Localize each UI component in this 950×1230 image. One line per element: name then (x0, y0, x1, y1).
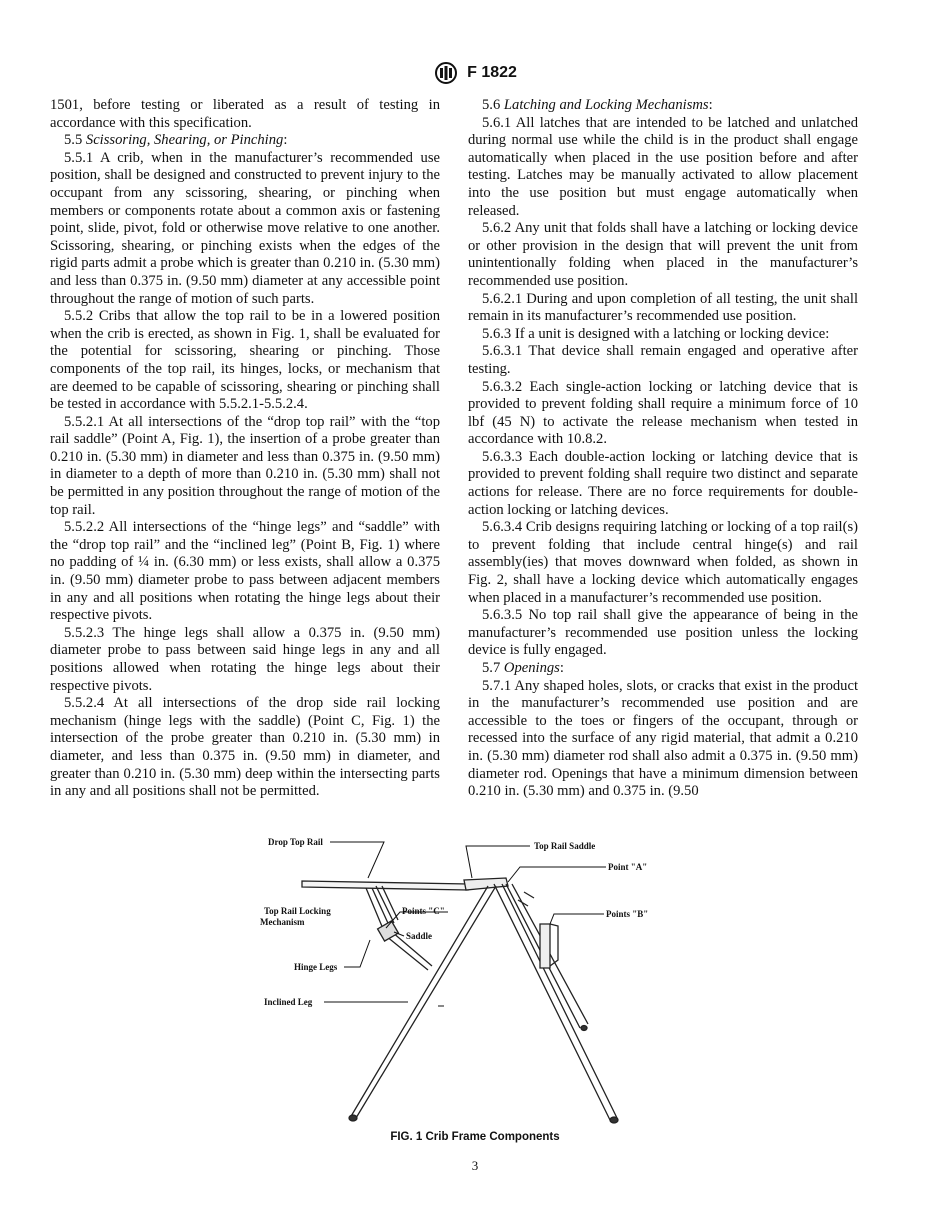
label-top-rail-saddle: Top Rail Saddle (534, 841, 596, 851)
drop-top-rail-shape (302, 881, 468, 890)
paragraph-s5634: 5.6.3.4 Crib designs requiring latching or locking of a top rail(s) to prevent folding that include central hinge(s) and rail assembly(ies) that moves downward when folded, as shown in Fig. 2, shall have a locking device which automatically engages when placed in a manufacturer’s recommended use position. (468, 519, 858, 606)
section-number: 5.7 (482, 660, 501, 676)
label-hinge-legs: Hinge Legs (294, 962, 338, 972)
paragraph-s5621: 5.6.2.1 During and upon completion of all testing, the unit shall remain in its manufacturer’s recommended use position. (468, 290, 858, 325)
label-points-b: Points "B" (606, 909, 649, 919)
section-title: Scissoring, Shearing, or Pinching (85, 132, 284, 149)
section-number: 5.6 (482, 97, 501, 113)
paragraph-cont: 1501, before testing or liberated as a result of testing in accordance with this specification. (50, 97, 440, 131)
label-top-rail-locking-2: Mechanism (260, 917, 305, 927)
standard-designation: F 1822 (467, 64, 517, 81)
paragraph-s551: 5.5.1 A crib, when in the manufacturer’s recommended use position, shall be designed and constructed to prevent injury to the occupant from any scissoring, shearing, or pinching when members or components rotate about a common axis or fastening point, slide, pivot, fold or otherwise move relative to one another. Scissoring, shearing, or pinching exists when the edges of the rigid parts admit a probe which is greater than 0.210 in. (5.30 mm) and less than 0.375 in. (9.50 mm) diameter at any accessible point throughout the range of motion of such parts. (50, 149, 440, 307)
section-title-colon: : (559, 660, 564, 676)
paragraph-s5523: 5.5.2.3 The hinge legs shall allow a 0.375 in. (9.50 mm) diameter probe to pass between said hinge legs in any and all positions allowed when rotating the hinge legs about their respective pivots. (50, 624, 440, 694)
figure-caption: FIG. 1 Crib Frame Components (390, 1131, 560, 1143)
paragraph-s56 (468, 97, 858, 115)
page-number: 3 (471, 1158, 479, 1173)
page-header (0, 62, 950, 84)
label-drop-top-rail: Drop Top Rail (268, 837, 323, 847)
astm-logo-icon (433, 62, 459, 84)
paragraph-s5633: 5.6.3.3 Each double-action locking or latching device that is provided to prevent folding shall require two distinct and separate actions for release. There are no force requirements for double-action locking or latching devices. (468, 448, 858, 518)
paragraph-s5521: 5.5.2.1 At all intersections of the “drop top rail” with the “top rail saddle” (Point A, Fig. 1), the insertion of a probe greater than 0.210 in. (5.30 mm) in diameter and less than 0.375 in. (9.50 mm) in diameter to a depth of more than 0.210 in. (5.30 mm) shall not be permitted in any position throughout the range of motion of the top rail. (50, 413, 440, 518)
label-points-c: Points "C" (402, 906, 445, 916)
paragraph-s5631: 5.6.3.1 That device shall remain engaged and operative after testing. (468, 343, 858, 377)
figure-1-crib-frame (258, 828, 678, 1126)
paragraph-s57 (468, 660, 858, 678)
label-inclined-leg: Inclined Leg (264, 997, 313, 1007)
paragraph-s5524: 5.5.2.4 At all intersections of the drop side rail locking mechanism (hinge legs with the saddle) (Point C, Fig. 1) the intersection of the probe greater than 0.210 in. (5.30 mm) in diameter, and less than 0.375 in. (9.50 mm) in diameter, and greater than 0.210 in. (5.30 mm) deep within the intersecting parts in any and all positions shall not be permitted. (50, 695, 440, 800)
paragraph-s5632: 5.6.3.2 Each single-action locking or latching device that is provided to prevent folding shall require a minimum force of 10 lbf (45 N) to activate the release mechanism when tested in accordance with 10.8.2. (468, 378, 858, 448)
section-title-colon: : (283, 132, 288, 149)
paragraph-s55 (50, 132, 440, 150)
paragraph-s552: 5.5.2 Cribs that allow the top rail to be in a lowered position when the crib is erected, as shown in Fig. 1, shall be evaluated for the potential for scissoring, shearing or pinching. Those components of the top rail, its hinges, locks, or mechanism that are deemed to be capable of scissoring, shearing or pinching shall be tested in accordance with 5.5.2.1-5.5.2.4. (50, 308, 440, 413)
section-number: 5.5 (64, 132, 83, 149)
paragraph-s5635: 5.6.3.5 No top rail shall give the appearance of being in the manufacturer’s recommended use position unless the locking device is fully engaged. (468, 607, 858, 659)
left-column (50, 97, 440, 801)
paragraph-s562: 5.6.2 Any unit that folds shall have a latching or locking device or other provision in the design that will prevent the unit from unintentionally folding when placed in the manufacturer’s recommended use position. (468, 220, 858, 289)
section-title: Openings (503, 660, 560, 676)
section-title-colon: : (708, 97, 713, 113)
paragraph-s571: 5.7.1 Any shaped holes, slots, or cracks that exist in the product in the manufacturer’s recommended use position and are accessible to the toes or fingers of the occupant, through or recessed into the surface of any rigid material, that admit a 0.210 in. (5.30 mm) diameter rod shall also admit a 0.375 in. (9.50 mm) diameter rod. Openings that have a minimum dimension between 0.210 in. (5.30 mm) and 0.375 in. (9.50 (468, 677, 858, 800)
paragraph-s563: 5.6.3 If a unit is designed with a latching or locking device: (482, 325, 830, 342)
paragraph-s5522: 5.5.2.2 All intersections of the “hinge legs” and “saddle” with the “drop top rail” and the “inclined leg” (Point B, Fig. 1) where no padding of ¼ in. (6.30 mm) or less exists, shall allow a 0.375 in. (9.50 mm) diameter probe to pass between adjacent members in any and all positions when rotating the hinge legs about their respective pivots. (50, 519, 440, 624)
section-title: Latching and Locking Mechanisms (503, 97, 709, 113)
inclined-leg-right (494, 884, 618, 1120)
label-saddle: Saddle (406, 931, 433, 941)
crib-frame-diagram (258, 828, 678, 1126)
label-point-a: Point "A" (608, 862, 648, 872)
right-column (468, 97, 858, 801)
paragraph-s561: 5.6.1 All latches that are intended to be latched and unlatched during normal use while the child is in the product shall engage automatically when placed in the use position before and after testing. Latches may be manually activated to allow placement into the use position but must engage automatically when released. (468, 114, 858, 219)
hinge-legs-shape (366, 888, 432, 970)
label-top-rail-locking-1: Top Rail Locking (264, 906, 331, 916)
